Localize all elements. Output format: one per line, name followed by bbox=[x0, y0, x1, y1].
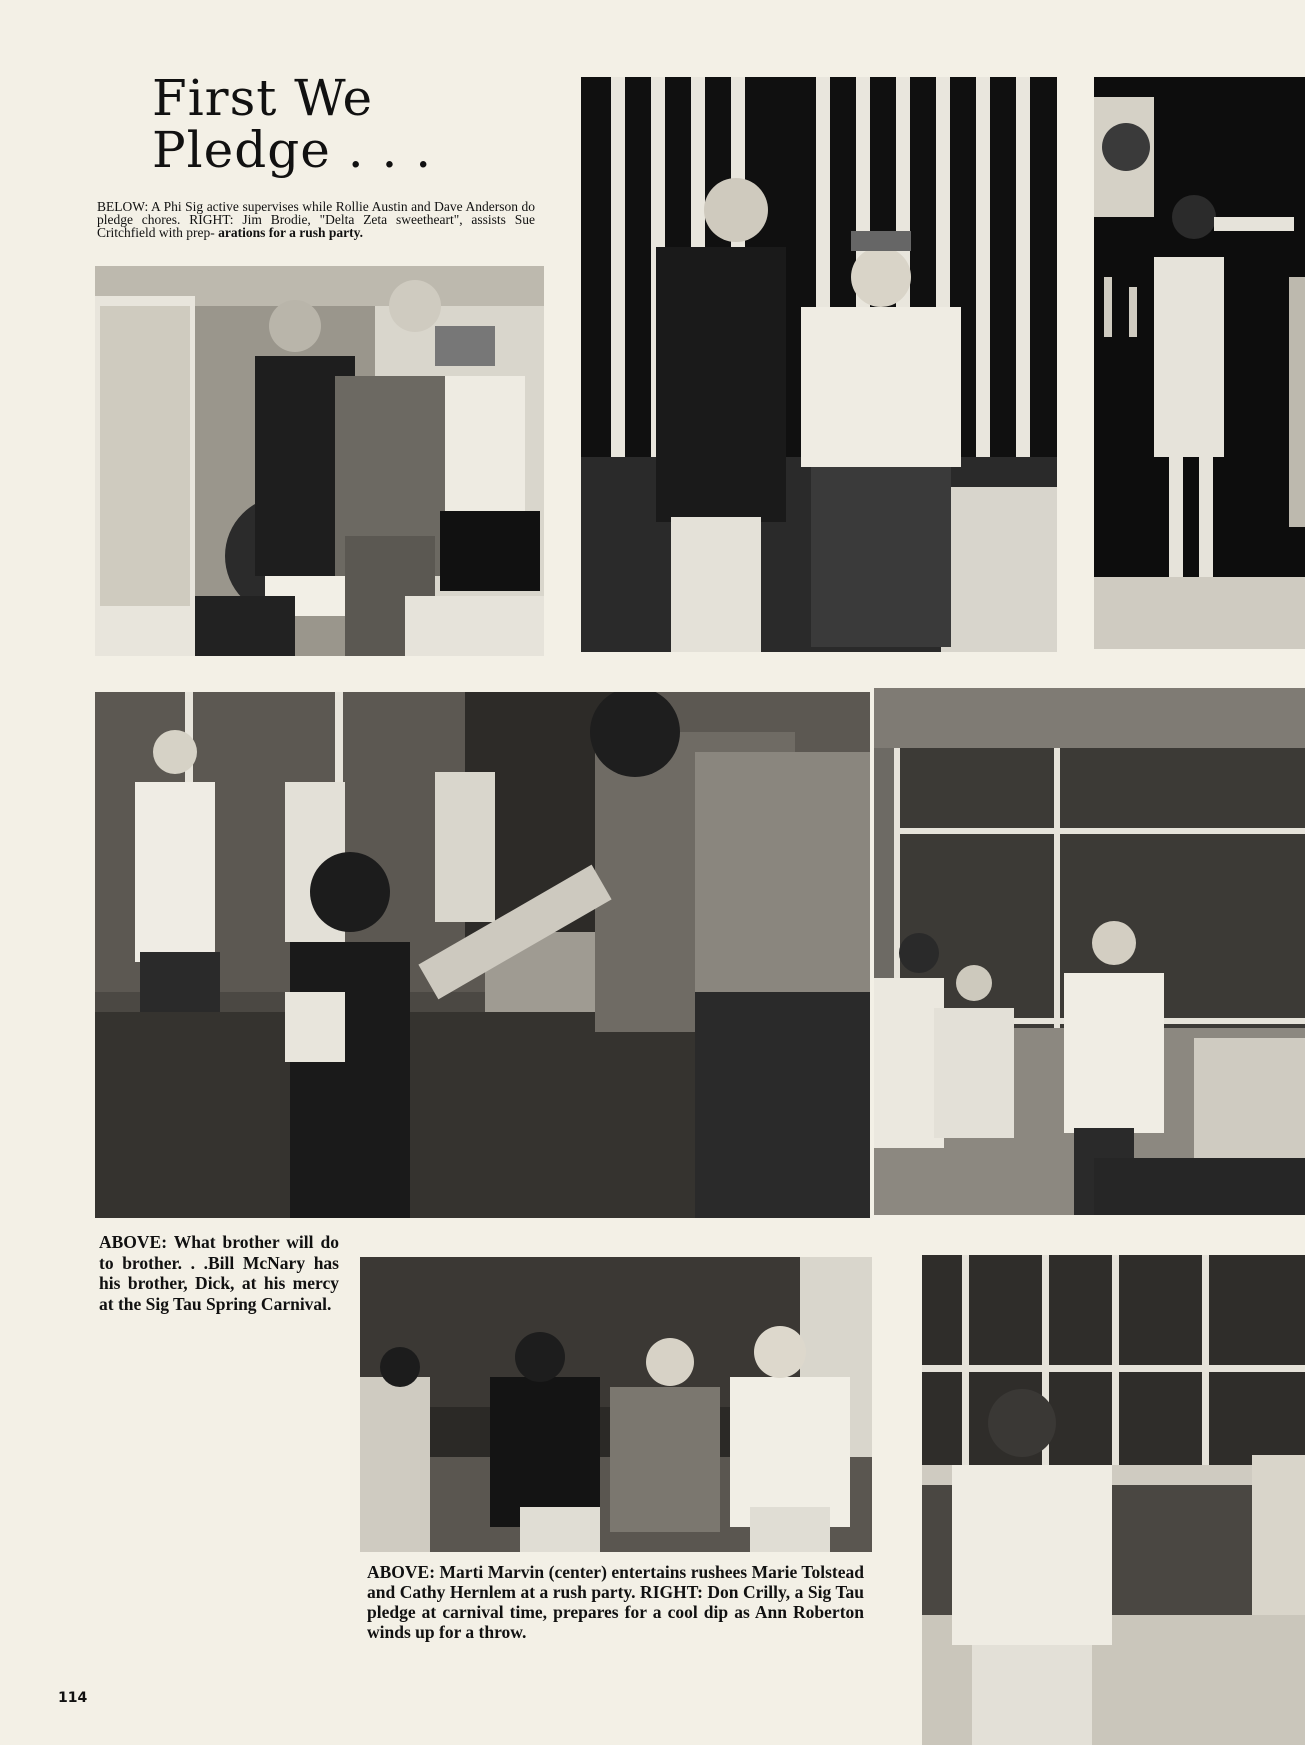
photo-pledge-chores bbox=[95, 266, 544, 656]
title-line-2: Pledge . . . bbox=[152, 121, 433, 179]
photo-sweetheart bbox=[581, 77, 1057, 652]
caption-below-end: arations for a rush party. bbox=[218, 225, 363, 240]
photo-carnival-brothers bbox=[95, 692, 870, 1218]
page-title bbox=[152, 69, 433, 179]
caption-below-text: BELOW: A Phi Sig active supervises while Rollie Austin and Dave Anderson do pledge chores. RIGHT: Jim Brodie, "Delta Zeta sweetheart", assists Sue Critchfield with prep- bbox=[97, 199, 535, 240]
photo-carnival-crowd bbox=[874, 688, 1305, 1215]
title-line-1: First We bbox=[152, 69, 374, 127]
caption-above-carnival: ABOVE: What brother will do to brother. . .Bill McNary has his brother, Dick, at his mercy at the Sig Tau Spring Carnival. bbox=[99, 1232, 339, 1314]
photo-stage-performance bbox=[1094, 77, 1305, 649]
page-number: 114 bbox=[58, 1690, 88, 1706]
caption-above-rush: ABOVE: Marti Marvin (center) entertains rushees Marie Tolstead and Cathy Hernlem at a rush party. RIGHT: Don Crilly, a Sig Tau pledge at carnival time, prepares for a cool dip as Ann Roberton winds up for a throw. bbox=[367, 1562, 864, 1642]
photo-rush-party bbox=[360, 1257, 872, 1552]
caption-below bbox=[97, 200, 535, 239]
photo-dip-pledge bbox=[922, 1255, 1305, 1745]
